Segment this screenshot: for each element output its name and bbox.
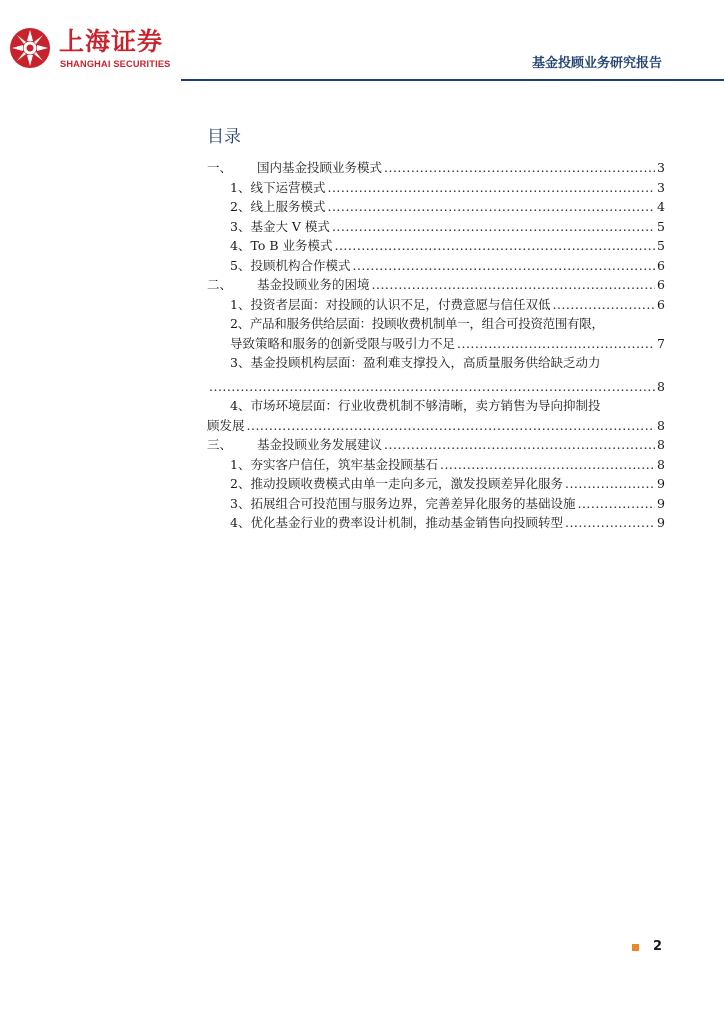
- toc-leader: [332, 217, 655, 237]
- logo-english-name: SHANGHAI SECURITIES: [60, 59, 171, 69]
- toc-entry-title-text: 4、市场环境层面：行业收费机制不够清晰，卖方销售为导向抑制投: [230, 398, 601, 413]
- report-title: 基金投顾业务研究报告: [531, 56, 662, 71]
- toc-entry-title: 基金投顾业务发展建议: [257, 437, 383, 452]
- toc-page-number: 9: [657, 495, 665, 511]
- toc-leader: [334, 236, 655, 256]
- toc-entry-1-5[interactable]: [207, 256, 665, 276]
- header-divider: [181, 79, 724, 81]
- toc-entry-title-line-1: [207, 396, 665, 416]
- toc-page-number: 6: [657, 257, 665, 273]
- toc-entry-2-1[interactable]: [207, 295, 665, 315]
- toc-entry-title: 2、线上服务模式: [230, 199, 326, 214]
- toc-entry-section-3[interactable]: [207, 435, 665, 455]
- toc-leader: [384, 435, 655, 455]
- toc-entry-1-3[interactable]: [207, 217, 665, 237]
- toc-leader: [552, 295, 655, 315]
- toc-entry-1-2[interactable]: [207, 197, 665, 217]
- toc-page-number: 3: [657, 160, 665, 175]
- toc-leader: [384, 158, 655, 178]
- toc-entry-title: 2、推动投顾收费模式由单一走向多元，激发投顾差异化服务: [230, 476, 563, 491]
- toc-entry-title-text: 3、基金投顾机构层面：盈利难支撑投入，高质量服务供给缺乏动力: [230, 355, 601, 370]
- toc-page-number: 8: [657, 456, 665, 472]
- toc-entry-3-4[interactable]: [207, 513, 665, 533]
- toc-page-number: 8: [657, 378, 665, 394]
- toc-page-number: 4: [657, 199, 665, 214]
- toc-entry-title: 1、夯实客户信任，筑牢基金投顾基石: [230, 456, 438, 472]
- toc-page-number: 6: [657, 277, 665, 292]
- page-number: 2: [653, 939, 663, 954]
- toc-page-number: 7: [657, 335, 665, 351]
- toc-entry-continuation: [207, 416, 665, 436]
- toc-entry-title-line-1: [207, 314, 665, 334]
- toc-entry-1-4[interactable]: [207, 236, 665, 256]
- page-header: [0, 0, 724, 90]
- toc-page-number: 3: [657, 179, 665, 195]
- shanghai-securities-logo-icon: [9, 27, 51, 69]
- toc-entry-title: 1、投资者层面：对投顾的认识不足，付费意愿与信任双低: [230, 296, 551, 312]
- toc-leader: [209, 377, 655, 397]
- toc-page-number: 9: [657, 476, 665, 491]
- toc-entry-1-1[interactable]: [207, 178, 665, 198]
- toc-leader: [372, 275, 656, 295]
- toc-leader: [440, 455, 655, 475]
- toc-entry-2-3[interactable]: [207, 353, 665, 396]
- toc-entry-title-line-2: 导致策略和服务的创新受限与吸引力不足: [230, 335, 456, 351]
- toc-entry-title: 1、线下运营模式: [230, 179, 326, 195]
- footer-marker-square: [632, 944, 639, 951]
- toc-entry-title: 3、基金大 V 模式: [230, 218, 330, 234]
- toc-entry-3-1[interactable]: [207, 455, 665, 475]
- toc-entry-2-2[interactable]: [207, 314, 665, 353]
- toc-leader: [327, 178, 655, 198]
- toc-entry-continuation: [207, 334, 665, 354]
- toc-entry-3-2[interactable]: [207, 474, 665, 494]
- toc-page-number: 9: [657, 515, 665, 530]
- toc-page-number: 8: [657, 417, 665, 433]
- toc-heading: 目录: [207, 127, 241, 147]
- toc-section-number: 一、: [207, 160, 233, 175]
- toc-entry-section-2[interactable]: [207, 275, 665, 295]
- toc-leader: [247, 416, 656, 436]
- toc-entry-title: 4、To B 业务模式: [230, 238, 333, 253]
- toc-entry-2-4[interactable]: [207, 396, 665, 435]
- toc-page-number: 5: [657, 218, 665, 234]
- toc-section-number: 三、: [207, 437, 233, 452]
- toc-entry-title-line-2: 顾发展: [207, 417, 245, 433]
- toc-entry-continuation: [207, 377, 665, 397]
- toc-leader: [577, 494, 655, 514]
- logo-chinese-name: 上海证券: [59, 27, 164, 56]
- toc-leader: [352, 256, 655, 276]
- toc-page-number: 8: [657, 437, 665, 452]
- toc-entry-title: 5、投顾机构合作模式: [230, 257, 351, 273]
- toc-leader: [565, 474, 655, 494]
- toc-entry-title: 4、优化基金行业的费率设计机制，推动基金销售向投顾转型: [230, 515, 563, 530]
- toc-entry-3-3[interactable]: [207, 494, 665, 514]
- table-of-contents: [207, 158, 665, 533]
- toc-entry-title-line-1: [207, 353, 665, 373]
- toc-leader: [327, 197, 655, 217]
- toc-entry-title: 国内基金投顾业务模式: [257, 160, 383, 175]
- toc-leader: [457, 334, 655, 354]
- toc-page-number: 5: [657, 238, 665, 253]
- toc-leader: [565, 513, 655, 533]
- toc-entry-title-text: 2、产品和服务供给层面：投顾收费机制单一，组合可投资范围有限，: [230, 316, 604, 331]
- toc-entry-title: 基金投顾业务的困境: [257, 277, 370, 292]
- toc-entry-section-1[interactable]: [207, 158, 665, 178]
- toc-entry-title: 3、拓展组合可投范围与服务边界，完善差异化服务的基础设施: [230, 495, 576, 511]
- toc-section-number: 二、: [207, 277, 233, 292]
- toc-page-number: 6: [657, 296, 665, 312]
